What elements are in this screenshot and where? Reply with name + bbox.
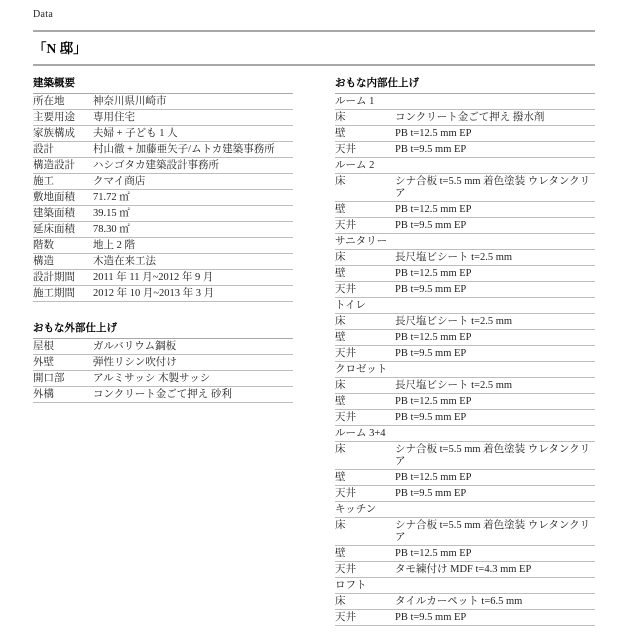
spec-row (33, 142, 293, 158)
spec-subheading-row (335, 578, 595, 594)
spec-label: 敷地面積 (33, 192, 75, 203)
spec-label: 天井 (335, 284, 356, 295)
spec-value: PB t=9.5 mm EP (395, 612, 467, 623)
spec-label: 床 (335, 176, 346, 187)
spec-row (33, 339, 293, 355)
spec-value: コンクリート金ごて押え 砂利 (93, 389, 232, 400)
column-right (335, 76, 595, 626)
spec-label: 床 (335, 316, 346, 327)
spec-value: ガルバリウム鋼板 (93, 341, 177, 352)
spec-row (335, 126, 595, 142)
spec-value: PB t=9.5 mm EP (395, 284, 467, 295)
spec-label: 家族構成 (33, 128, 75, 139)
spec-label: 天井 (335, 564, 356, 575)
section-label: Data (33, 9, 54, 20)
spec-row (335, 110, 595, 126)
spec-value: 71.72 ㎡ (93, 192, 130, 203)
spec-row (335, 282, 595, 298)
spec-value: 村山徹 + 加藤亜矢子/ムトカ建築事務所 (93, 144, 275, 155)
spec-label: 施工 (33, 176, 54, 187)
spec-section-heading: 建築概要 (33, 76, 293, 94)
spec-row (335, 330, 595, 346)
spec-label: 天井 (335, 348, 356, 359)
spec-value: PB t=9.5 mm EP (395, 412, 467, 423)
spec-label: 床 (335, 520, 346, 531)
spec-label: 床 (335, 112, 346, 123)
page-title: 「N 邸」 (33, 41, 87, 56)
spec-row (33, 126, 293, 142)
spec-value: アルミサッシ 木製サッシ (93, 373, 211, 384)
spec-row (33, 190, 293, 206)
title-divider (33, 64, 595, 66)
spec-value: ハシゴタカ建築設計事務所 (93, 160, 219, 171)
spec-label: 外構 (33, 389, 54, 400)
spec-row (33, 254, 293, 270)
spec-row (335, 594, 595, 610)
spec-subheading: クロゼット (335, 364, 388, 375)
spec-row (335, 610, 595, 626)
spec-label: 設計期間 (33, 272, 75, 283)
spec-row (335, 218, 595, 234)
spec-row (335, 250, 595, 266)
spec-section-heading: おもな外部仕上げ (33, 321, 293, 339)
spec-subheading: ルーム 3+4 (335, 428, 386, 439)
spec-value: PB t=9.5 mm EP (395, 144, 467, 155)
spec-row (335, 442, 595, 470)
spec-value: 木造在来工法 (93, 256, 156, 267)
spec-row (335, 410, 595, 426)
spec-row (33, 270, 293, 286)
spec-label: 構造 (33, 256, 54, 267)
column-left (33, 76, 293, 626)
spec-row (33, 158, 293, 174)
spec-value: 長尺塩ビシート t=2.5 mm (395, 252, 513, 263)
spec-label: 屋根 (33, 341, 54, 352)
spec-value: 地上 2 階 (93, 240, 135, 251)
spec-row (335, 470, 595, 486)
spec-row (335, 546, 595, 562)
spec-label: 壁 (335, 204, 346, 215)
spec-value: 長尺塩ビシート t=2.5 mm (395, 380, 513, 391)
spec-row (335, 142, 595, 158)
spec-row (33, 94, 293, 110)
spec-value: 2011 年 11 月~2012 年 9 月 (93, 272, 214, 283)
spec-row (335, 174, 595, 202)
spec-subheading: キッチン (335, 504, 377, 515)
spec-subheading-row (335, 502, 595, 518)
spec-section-heading: おもな内部仕上げ (335, 76, 595, 94)
spec-value: PB t=12.5 mm EP (395, 472, 472, 483)
spec-value: PB t=9.5 mm EP (395, 220, 467, 231)
spec-label: 建築面積 (33, 208, 75, 219)
spec-subheading-row (335, 158, 595, 174)
spec-subheading-row (335, 234, 595, 250)
spec-value: シナ合板 t=5.5 mm 着色塗装 ウレタンクリア (395, 444, 591, 467)
spec-row (335, 394, 595, 410)
spec-label: 床 (335, 444, 346, 455)
spec-value: タモ練付け MDF t=4.3 mm EP (395, 564, 532, 575)
spec-row (335, 314, 595, 330)
spec-label: 壁 (335, 268, 346, 279)
spec-label: 設計 (33, 144, 54, 155)
spec-label: 所在地 (33, 96, 65, 107)
spec-label: 壁 (335, 396, 346, 407)
spec-value: シナ合板 t=5.5 mm 着色塗装 ウレタンクリア (395, 520, 591, 543)
spec-label: 階数 (33, 240, 54, 251)
spec-row (33, 238, 293, 254)
spec-row (33, 355, 293, 371)
spec-label: 延床面積 (33, 224, 75, 235)
spec-value: 専用住宅 (93, 112, 135, 123)
spec-label: 主要用途 (33, 112, 75, 123)
spec-subheading: ルーム 2 (335, 160, 375, 171)
spec-subheading: ロフト (335, 580, 367, 591)
spec-label: 床 (335, 252, 346, 263)
spec-label: 外壁 (33, 357, 54, 368)
spec-row (33, 174, 293, 190)
spec-label: 施工期間 (33, 288, 75, 299)
spec-rows (335, 94, 595, 626)
spec-row (335, 378, 595, 394)
spec-row (33, 371, 293, 387)
spec-label: 床 (335, 380, 346, 391)
spec-subheading-row (335, 426, 595, 442)
spec-value: 神奈川県川崎市 (93, 96, 167, 107)
spec-section (33, 321, 293, 403)
spec-row (335, 202, 595, 218)
spec-row (33, 222, 293, 238)
top-divider (33, 30, 595, 32)
spec-label: 床 (335, 596, 346, 607)
spec-section (33, 76, 293, 302)
spec-label: 壁 (335, 472, 346, 483)
spec-subheading: ルーム 1 (335, 96, 375, 107)
spec-subheading-row (335, 362, 595, 378)
spec-subheading-row (335, 298, 595, 314)
spec-row (33, 387, 293, 403)
spec-value: クマイ商店 (93, 176, 146, 187)
spec-value: シナ合板 t=5.5 mm 着色塗装 ウレタンクリア (395, 176, 591, 199)
spec-value: コンクリート金ごて押え 撥水剤 (395, 112, 545, 123)
spec-rows (33, 94, 293, 302)
spec-value: 78.30 ㎡ (93, 224, 130, 235)
spec-value: PB t=12.5 mm EP (395, 332, 472, 343)
spec-label: 構造設計 (33, 160, 75, 171)
spec-label: 壁 (335, 128, 346, 139)
spec-value: 夫婦 + 子ども 1 人 (93, 128, 178, 139)
spec-row (335, 346, 595, 362)
spec-value: PB t=12.5 mm EP (395, 396, 472, 407)
spec-value: 39.15 ㎡ (93, 208, 130, 219)
spec-value: PB t=9.5 mm EP (395, 348, 467, 359)
spec-subheading: トイレ (335, 300, 366, 311)
spec-rows (33, 339, 293, 403)
spec-label: 天井 (335, 488, 356, 499)
spec-value: 弾性リシン吹付け (93, 357, 177, 368)
spec-row (33, 286, 293, 302)
spec-section (335, 76, 595, 626)
spec-row (335, 562, 595, 578)
spec-subheading: サニタリー (335, 236, 388, 247)
spec-label: 壁 (335, 548, 346, 559)
spec-label: 開口部 (33, 373, 65, 384)
spec-row (335, 266, 595, 282)
spec-label: 天井 (335, 220, 356, 231)
spec-label: 天井 (335, 612, 356, 623)
spec-value: PB t=12.5 mm EP (395, 204, 472, 215)
spec-subheading-row (335, 94, 595, 110)
spec-label: 天井 (335, 144, 356, 155)
spec-row (33, 110, 293, 126)
spec-value: タイルカーペット t=6.5 mm (395, 596, 523, 607)
spec-row (33, 206, 293, 222)
spec-columns (33, 76, 595, 626)
spec-row (335, 518, 595, 546)
spec-value: PB t=12.5 mm EP (395, 128, 472, 139)
spec-value: PB t=12.5 mm EP (395, 548, 472, 559)
spec-row (335, 486, 595, 502)
spec-value: 2012 年 10 月~2013 年 3 月 (93, 288, 215, 299)
spec-value: 長尺塩ビシート t=2.5 mm (395, 316, 513, 327)
spec-label: 壁 (335, 332, 346, 343)
spec-value: PB t=12.5 mm EP (395, 268, 472, 279)
spec-label: 天井 (335, 412, 356, 423)
spec-value: PB t=9.5 mm EP (395, 488, 467, 499)
